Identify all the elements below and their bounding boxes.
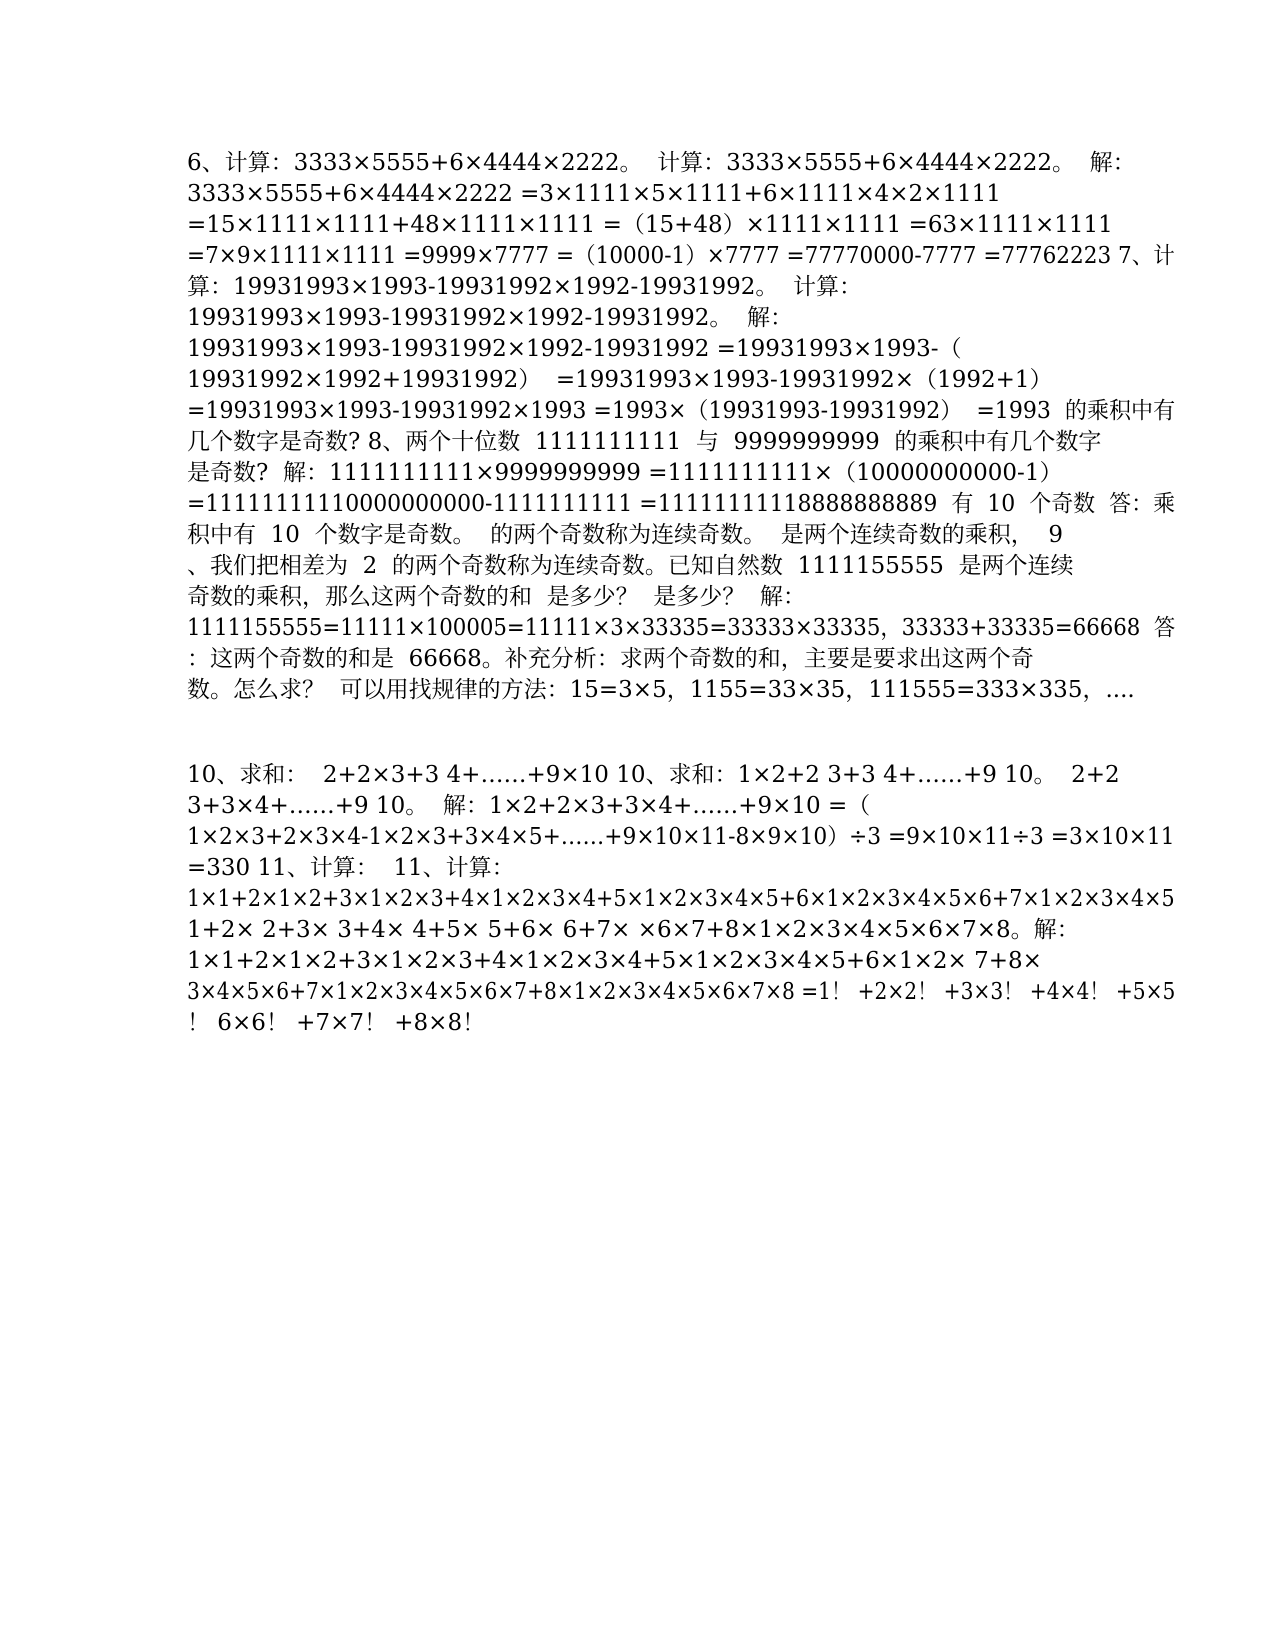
text-line: 19931993×1993-19931992×1992-19931992 =19931993×1993-（: [187, 336, 962, 362]
text-line: ：这两个奇数的和是 66668。补充分析：求两个奇数的和，主要是要求出这两个奇: [187, 646, 1034, 672]
text-line: 6、计算：3333×5555+6×4444×2222。 计算：3333×5555+6×4444×2222。 解：: [187, 150, 1136, 176]
text-line: 几个数字是奇数? 8、两个十位数 1111111111 与 9999999999 的乘积中有几个数字: [187, 429, 1102, 455]
text-line: 1111155555=11111×100005=11111×3×33335=33333×33335，33333+33335=66668 答: [187, 615, 1176, 641]
text-line: 3×4×5×6+7×1×2×3×4×5×6×7+8×1×2×3×4×5×6×7×8 =1！ +2×2！ +3×3！ +4×4！ +5×5: [187, 979, 1176, 1005]
text-line: 1×2×3+2×3×4-1×2×3+3×4×5+……+9×10×11-8×9×10）÷3 =9×10×11÷3 =3×10×11: [187, 824, 1175, 850]
text-line: 19931992×1992+19931992） =19931993×1993-19931992×（1992+1）: [187, 367, 1053, 393]
text-line: 积中有 10 个数字是奇数。 的两个奇数称为连续奇数。 是两个连续奇数的乘积， 9: [187, 522, 1064, 548]
text-line: 数。怎么求？ 可以用找规律的方法：15=3×5，1155=33×35，111555=333×335，....: [187, 677, 1135, 703]
text-line: 是奇数? 解：1111111111×9999999999 =1111111111×（10000000000-1）: [187, 460, 1063, 486]
text-line: ！ 6×6！ +7×7！ +8×8！: [187, 1010, 486, 1036]
text-line: 3+3×4+……+9 10。 解：1×2+2×3+3×4+……+9×10 =（: [187, 793, 871, 819]
text-line: 1×1+2×1×2+3×1×2×3+4×1×2×3×4+5×1×2×3×4×5+6×1×2× 7+8×: [187, 948, 1042, 974]
text-line: 、我们把相差为 2 的两个奇数称为连续奇数。已知自然数 1111155555 是两个连续: [187, 553, 1074, 579]
text-line: =15×1111×1111+48×1111×1111 =（15+48）×1111×1111 =63×1111×1111: [187, 212, 1113, 238]
text-line: 3333×5555+6×4444×2222 =3×1111×5×1111+6×1111×4×2×1111: [187, 181, 1001, 207]
text-line: 奇数的乘积，那么这两个奇数的和 是多少？ 是多少？ 解：: [187, 584, 806, 610]
text-line: 1×1+2×1×2+3×1×2×3+4×1×2×3×4+5×1×2×3×4×5+6×1×2×3×4×5×6+7×1×2×3×4×5: [187, 886, 1175, 912]
text-line: =330 11、计算： 11、计算：: [187, 855, 515, 881]
text-line: 10、求和： 2+2×3+3 4+……+9×10 10、求和：1×2+2 3+3 4+……+9 10。 2+2: [187, 762, 1120, 788]
text-line: 1+2× 2+3× 3+4× 4+5× 5+6× 6+7× ×6×7+8×1×2×3×4×5×6×7×8。解：: [187, 917, 1080, 943]
text-line: =7×9×1111×1111 =9999×7777 =（10000-1）×7777 =77770000-7777 =77762223 7、计: [187, 243, 1175, 269]
text-line: 算：19931993×1993-19931992×1992-19931992。 计算：: [187, 274, 862, 300]
text-line: =11111111110000000000-1111111111 =11111111118888888889 有 10 个奇数 答：乘: [187, 491, 1176, 517]
text-line: =19931993×1993-19931992×1993 =1993×（19931993-19931992） =1993 的乘积中有: [187, 398, 1176, 424]
text-line: 19931993×1993-19931992×1992-19931992。 解：: [187, 305, 793, 331]
